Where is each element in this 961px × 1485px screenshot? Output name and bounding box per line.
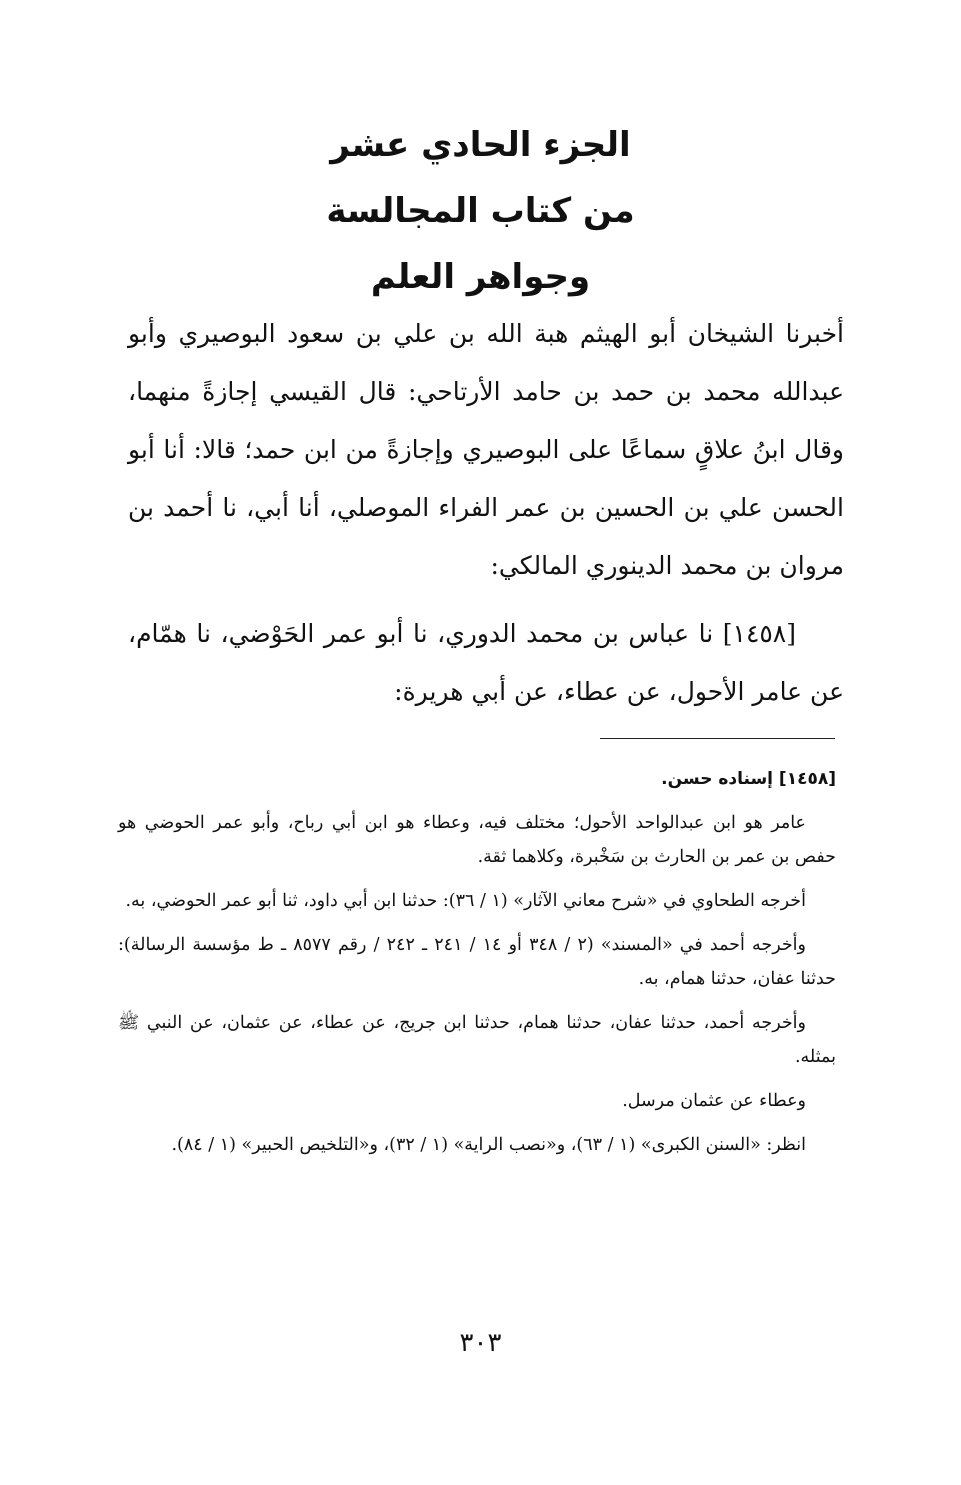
footnote-paragraph: وأخرجه أحمد في «المسند» (٢ / ٣٤٨ أو ١٤ / ٢٤١ ـ ٢٤٢ / رقم ٨٥٧٧ ـ ط مؤسسة الرسالة): حدثنا عفان، حدثنا همام، به. [118,935,836,989]
footnote-heading: [١٤٥٨] إسناده حسن. [661,769,836,789]
book-title-line-1: من كتاب المجالسة [326,191,635,231]
page-number: ٣٠٣ [459,1328,502,1358]
book-title-line-2: وجواهر العلم [370,257,591,297]
footnote-paragraph: عامر هو ابن عبدالواحد الأحول؛ مختلف فيه، وعطاء هو ابن أبي رباح، وأبو عمر الحوضي هو حفص بن عمر بن الحارث بن سَخْبرة، وكلاهما ثقة. [118,813,836,867]
main-text [128,305,844,721]
footnote-paragraph: أخرجه الطحاوي في «شرح معاني الآثار» (١ / ٣٦): حدثنا ابن أبي داود، ثنا أبو عمر الحوضي، به. [125,891,806,911]
isnad-intro-paragraph: أخبرنا الشيخان أبو الهيثم هبة الله بن علي بن سعود البوصيري وأبو عبدالله محمد بن حمد بن حامد الأرتاحي: قال القيسي إجازةً منهما، وقال ابنُ علاقٍ سماعًا على البوصيري وإجازةً من ابن حمد؛ قالا: أنا أبو الحسن علي بن الحسين بن عمر الفراء الموصلي، أنا أبي، نا أحمد بن مروان بن محمد الدينوري المالكي: [128,319,844,580]
hadith-paragraph: [١٤٥٨] نا عباس بن محمد الدوري، نا أبو عمر الحَوْضي، نا همّام، عن عامر الأحول، عن عطاء، عن أبي هريرة: [128,619,844,706]
footnotes [118,762,836,1172]
footnote-paragraph: انظر: «السنن الكبرى» (١ / ٦٣)، و«نصب الراية» (١ / ٣٢)، و«التلخيص الحبير» (١ / ٨٤). [171,1135,806,1155]
footnote-divider [600,738,835,739]
footnote-paragraph: وأخرجه أحمد، حدثنا عفان، حدثنا همام، حدثنا ابن جريج، عن عطاء، عن عثمان، عن النبي ﷺ بمثله. [118,1013,836,1067]
footnote-paragraph: وعطاء عن عثمان مرسل. [622,1091,806,1111]
chapter-title: الجزء الحادي عشر [330,125,631,165]
chapter-heading-block [0,112,961,310]
